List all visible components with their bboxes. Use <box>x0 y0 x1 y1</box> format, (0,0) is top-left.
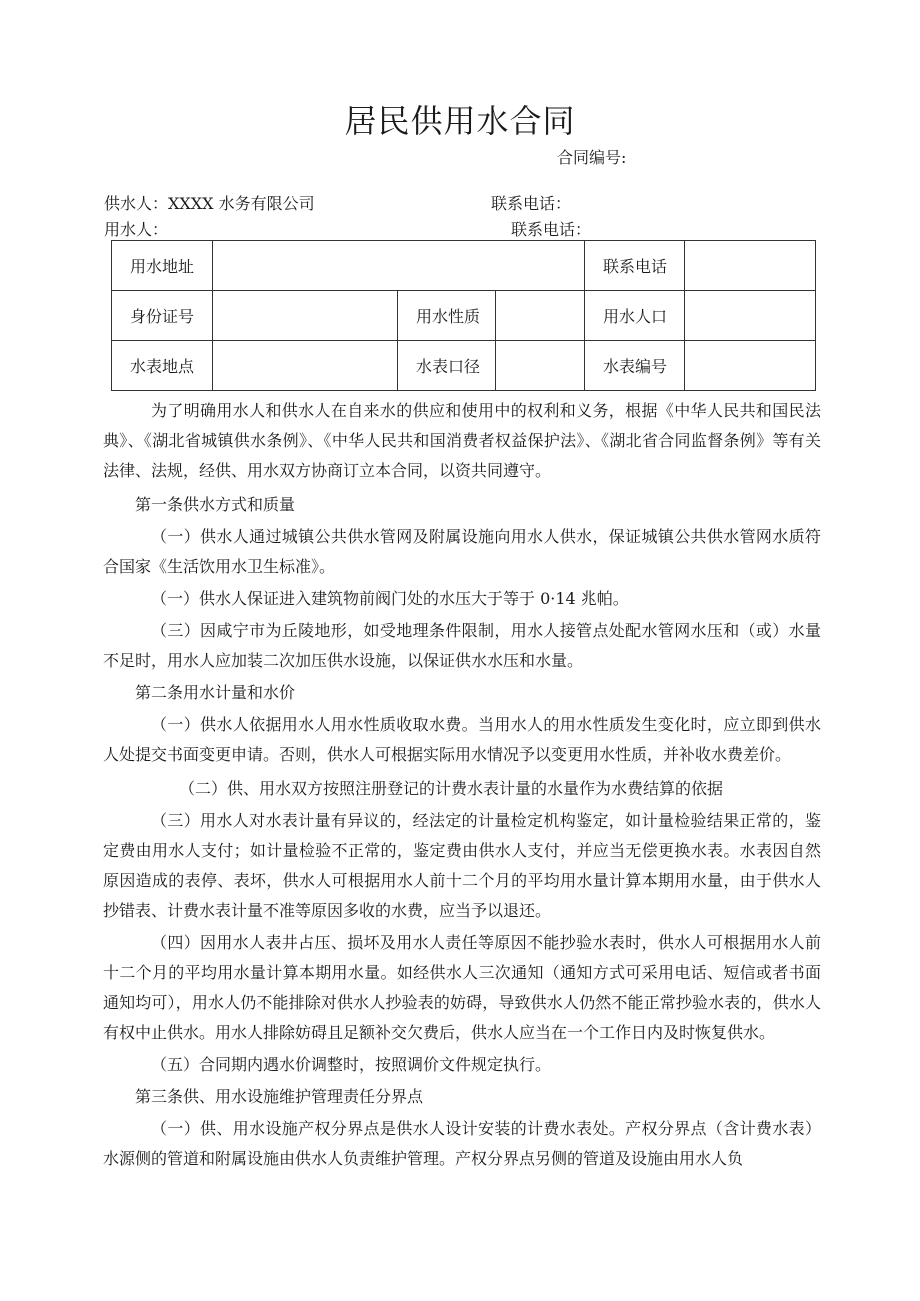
table-cell-label: 水表地点 <box>112 341 213 391</box>
clause-paragraph: （三）用水人对水表计量有异议的，经法定的计量检定机构鉴定，如计量检验结果正常的，鉴定费由用水人支付；如计量检验不正常的，鉴定费由供水人支付，并应当无偿更换水表。水表因自然原因造成的表停、表坏，供水人可根据用水人前十二个月的平均用水量计算本期用水量，由于供水人抄错表、计费水表计量不准等原因多收的水费，应当予以退还。 <box>103 811 821 920</box>
clause-paragraph: （一）供水人保证进入建筑物前阀门处的水压大于等于 0·14 兆帕。 <box>151 589 629 608</box>
table-cell-label: 身份证号 <box>112 291 213 341</box>
table-row <box>112 291 816 341</box>
table-cell-value <box>496 341 585 391</box>
clause-paragraph: （一）供水人通过城镇公共供水管网及附属设施向用水人供水，保证城镇公共供水管网水质符合国家《生活饮用水卫生标准》。 <box>103 527 821 576</box>
clause-paragraph: （二）供、用水双方按照注册登记的计费水表计量的水量作为水费结算的依据 <box>179 779 724 798</box>
contract-body <box>103 396 821 1174</box>
table-cell-label: 联系电话 <box>585 241 685 291</box>
clause-paragraph: （五）合同期内遇水价调整时，按照调价文件规定执行。 <box>151 1055 552 1074</box>
table-row <box>112 341 816 391</box>
supplier-line: 供水人：XXXX 水务有限公司 <box>104 194 315 213</box>
table-cell-label: 用水性质 <box>398 291 496 341</box>
table-cell-value <box>213 241 585 291</box>
clause-paragraph: （一）供水人依据用水人用水性质收取水费。当用水人的用水性质发生变化时，应立即到供水人处提交书面变更申请。否则，供水人可根据实际用水情况予以变更用水性质，并补收水费差价。 <box>103 715 821 764</box>
contract-number-label: 合同编号: <box>557 148 627 167</box>
article-heading: 第三条供、用水设施维护管理责任分界点 <box>135 1087 424 1106</box>
table-cell-value <box>685 291 816 341</box>
article-heading: 第二条用水计量和水价 <box>135 683 296 702</box>
clause-paragraph: （一）供、用水设施产权分界点是供水人设计安装的计费水表处。产权分界点（含计费水表）水源侧的管道和附属设施由供水人负责维护管理。产权分界点另侧的管道及设施由用水人负 <box>103 1119 821 1168</box>
table-cell-value <box>685 241 816 291</box>
preamble-paragraph: 为了明确用水人和供水人在自来水的供应和使用中的权利和义务，根据《中华人民共和国民法典》、《湖北省城镇供水条例》、《中华人民共和国消费者权益保护法》、《湖北省合同监督条例》等有关法律、法规，经供、用水双方协商订立本合同，以资共同遵守。 <box>103 401 821 480</box>
table-cell-label: 水表编号 <box>585 341 685 391</box>
clause-paragraph: （三）因咸宁市为丘陵地形，如受地理条件限制，用水人接管点处配水管网水压和（或）水量不足时，用水人应加装二次加压供水设施，以保证供水水压和水量。 <box>103 621 821 670</box>
table-cell-label: 水表口径 <box>398 341 496 391</box>
user-line: 用水人： <box>104 220 169 239</box>
clause-paragraph: （四）因用水人表井占压、损坏及用水人责任等原因不能抄验水表时，供水人可根据用水人前十二个月的平均用水量计算本期用水量。如经供水人三次通知（通知方式可采用电话、短信或者书面通知均可），用水人仍不能排除对供水人抄验表的妨碍，导致供水人仍然不能正常抄验水表的，供水人有权中止供水。用水人排除妨碍且足额补交欠费后，供水人应当在一个工作日内及时恢复供水。 <box>103 933 821 1042</box>
table-cell-value <box>213 291 398 341</box>
table-cell-label: 用水人口 <box>585 291 685 341</box>
page-title: 居民供用水合同 <box>344 102 576 140</box>
table-cell-value <box>685 341 816 391</box>
table-cell-label: 用水地址 <box>112 241 213 291</box>
user-phone-label: 联系电话： <box>511 220 592 239</box>
table-cell-value <box>213 341 398 391</box>
table-cell-value <box>496 291 585 341</box>
article-heading: 第一条供水方式和质量 <box>135 495 296 514</box>
table-row <box>112 241 816 291</box>
info-table <box>111 240 816 391</box>
supplier-phone-label: 联系电话： <box>491 194 572 213</box>
